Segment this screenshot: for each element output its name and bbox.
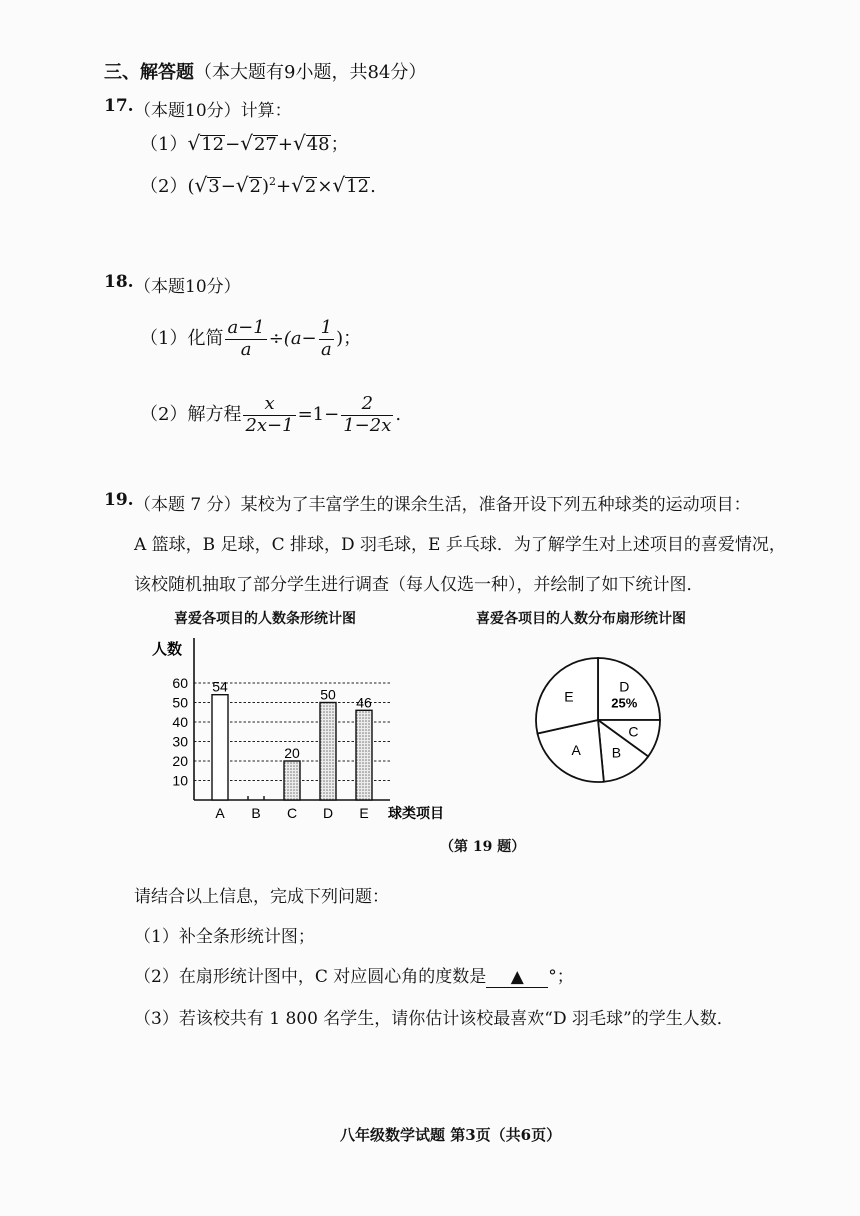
q19-sub3: （3）若该校共有 1 800 名学生，请你估计该校最喜欢“D 羽毛球”的学生人数． [134,1009,734,1029]
section-title: 三、解答题（本大题有9小题，共84分） [104,62,427,83]
x-axis-label: 球类项目 [388,805,444,821]
q19-line1: （本题 7 分）某校为了丰富学生的课余生活，准备开设下列五种球类的运动项目： [134,495,751,515]
bar [320,703,336,801]
q19-prompt: 请结合以上信息，完成下列问题： [134,887,389,907]
pie-label: C [628,723,639,740]
y-tick-label: 20 [172,753,188,769]
data-label: 46 [356,694,372,711]
q19-sub1: （1）补全条形统计图； [134,927,315,947]
q19-line2: A 篮球，B 足球，C 排球，D 羽毛球，E 乒乓球．为了解学生对上述项目的喜爱情况， [134,535,786,555]
q19-line3: 该校随机抽取了部分学生进行调查（每人仅选一种），并绘制了如下统计图． [134,575,704,595]
pie-label: D [619,678,630,695]
bar [212,695,228,800]
y-tick-label: 40 [172,714,188,730]
q18-number: 18. [104,272,134,292]
pie-label: A [571,742,581,759]
data-label: 54 [212,678,228,695]
x-tick-label: B [251,805,261,821]
bar [356,710,372,800]
pie-chart [530,652,670,792]
y-tick-label: 50 [172,694,188,711]
page-footer: 八年级数学试题 第3页（共6页） [340,1126,562,1144]
y-axis-label: 人数 [152,641,183,658]
x-tick-label: D [322,805,334,821]
bar-chart-title: 喜爱各项目的人数条形统计图 [174,611,356,627]
q17-part2: $(2)(√3-√2)^2+√2\times√12$. [140,173,376,197]
y-tick-label: 30 [172,733,188,750]
data-label: 20 [284,745,300,761]
q18-part2: （2）解方程 $\frac{x}{2x-1}$ =1− $\frac{2}{1-2x}$ . [140,393,402,436]
q17-part1: （1）√12−√27+√48； [140,131,349,155]
q18-part1: （1）化简 $\frac{a-1}{a}$ ÷(a− $\frac{1}{a}$ )； [140,317,362,360]
x-tick-label: A [215,805,225,821]
answer-blank: ▲ [486,967,548,988]
q17-number: 17. [104,96,134,116]
bar-chart [140,630,470,830]
q19-number: 19. [104,490,134,510]
data-label: 50 [320,686,336,703]
y-tick-label: 10 [172,772,188,789]
q18-header: （本题10分） [134,277,241,297]
x-tick-label: C [286,805,298,821]
q19-sub2: （2）在扇形统计图中，C 对应圆心角的度数是 ▲ °； [134,967,574,987]
pie-label: E [564,688,574,705]
figure-caption: （第 19 题） [440,839,526,855]
pie-label: B [611,744,622,761]
pie-percent-label: 25% [611,695,638,711]
x-tick-label: E [359,805,369,821]
y-tick-label: 60 [172,675,188,691]
bar [284,761,300,800]
pie-chart-title: 喜爱各项目的人数分布扇形统计图 [476,611,686,627]
q17-header: （本题10分）计算： [134,101,292,121]
